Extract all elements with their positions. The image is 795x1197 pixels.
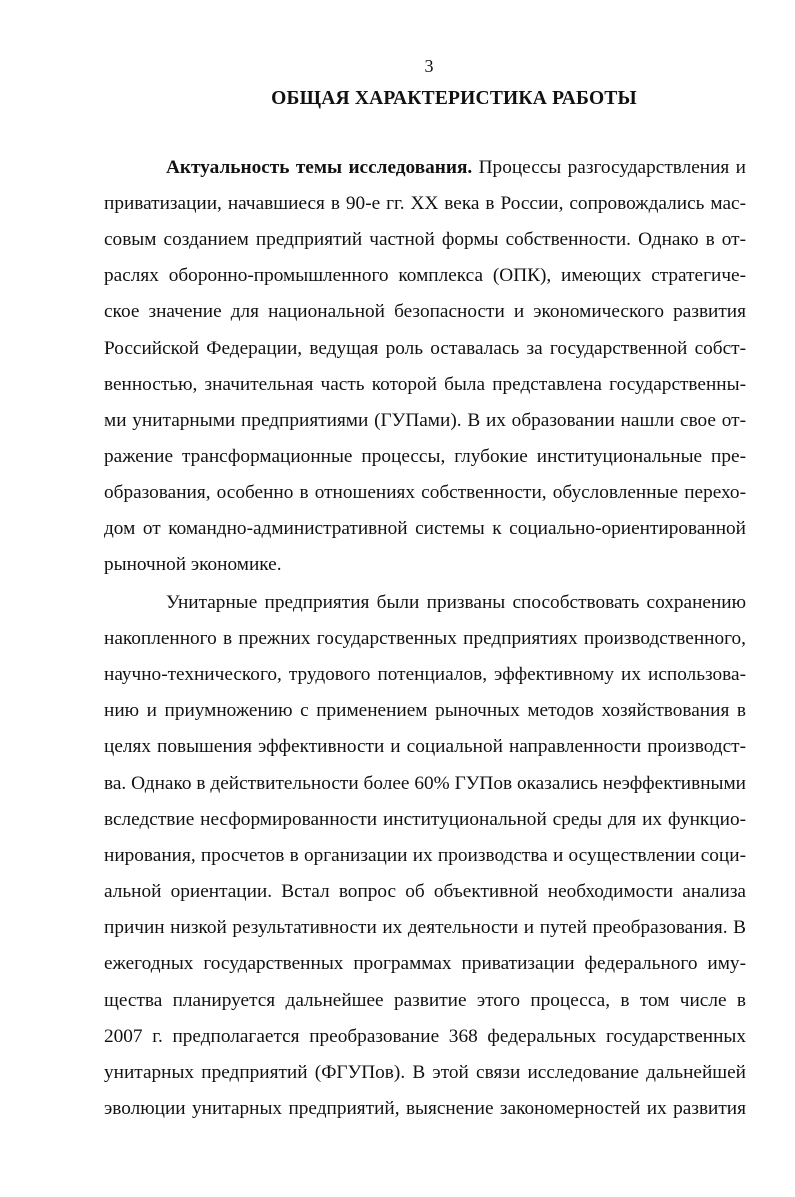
paragraph2-line: вследствие несформированности институциональной среды для их функцио- [104,809,746,830]
paragraph2-line: причин низкой результативности их деятельности и путей преобразования. В [104,917,746,938]
paragraph1-line: совым созданием предприятий частной формы собственности. Однако в от- [104,229,746,250]
paragraph2-line: ежегодных государственных программах приватизации федерального иму- [104,953,746,974]
paragraph2-line-1: Унитарные предприятия были призваны способствовать сохранению [166,592,746,613]
paragraph1-line: раслях оборонно-промышленного комплекса (ОПК), имеющих стратегиче- [104,265,746,286]
paragraph1-lead: Актуальность темы исследования. [166,157,473,178]
paragraph1-line: Российской Федерации, ведущая роль оставалась за государственной собст- [104,338,746,359]
paragraph2-line: накопленного в прежних государственных предприятиях производственного, [104,628,746,649]
paragraph1-line-1 [166,155,746,181]
paragraph1-line: ражение трансформационные процессы, глубокие институциональные пре- [104,446,746,467]
paragraph1-line: приватизации, начавшиеся в 90-е гг. XX века в России, сопровождались мас- [104,193,746,214]
section-heading: ОБЩАЯ ХАРАКТЕРИСТИКА РАБОТЫ [271,88,637,109]
paragraph2-line: эволюции унитарных предприятий, выяснение закономерностей их развития [104,1098,746,1119]
paragraph1-line: рыночной экономике. [104,554,282,575]
paragraph1-line: венностью, значительная часть которой была представлена государственны- [104,374,746,395]
paragraph2-line: ва. Однако в действительности более 60% ГУПов оказались неэффективными [104,773,746,794]
paragraph1-line: ское значение для национальной безопасности и экономического развития [104,301,746,322]
paragraph2-line: целях повышения эффективности и социальной направленности производст- [104,736,746,757]
paragraph2-line: нирования, просчетов в организации их производства и осуществлении соци- [104,845,746,866]
paragraph1-first-line-rest: Процессы разгосударствления и [472,157,746,178]
paragraph1-line: ми унитарными предприятиями (ГУПами). В их образовании нашли свое от- [104,410,746,431]
paragraph2-line: нию и приумножению с применением рыночных методов хозяйствования в [104,700,746,721]
paragraph1-line: дом от командно-административной системы к социально-ориентированной [104,518,746,539]
paragraph2-line: 2007 г. предполагается преобразование 368 федеральных государственных [104,1026,746,1047]
paragraph2-line: альной ориентации. Встал вопрос об объективной необходимости анализа [104,881,746,902]
paragraph1-line: образования, особенно в отношениях собственности, обусловленные перехо- [104,482,746,503]
paragraph2-line: научно-технического, трудового потенциалов, эффективному их использова- [104,664,746,685]
paragraph2-line: щества планируется дальнейшее развитие этого процесса, в том числе в [104,990,746,1011]
page-number: 3 [424,56,434,76]
paragraph2-line: унитарных предприятий (ФГУПов). В этой связи исследование дальнейшей [104,1062,746,1083]
